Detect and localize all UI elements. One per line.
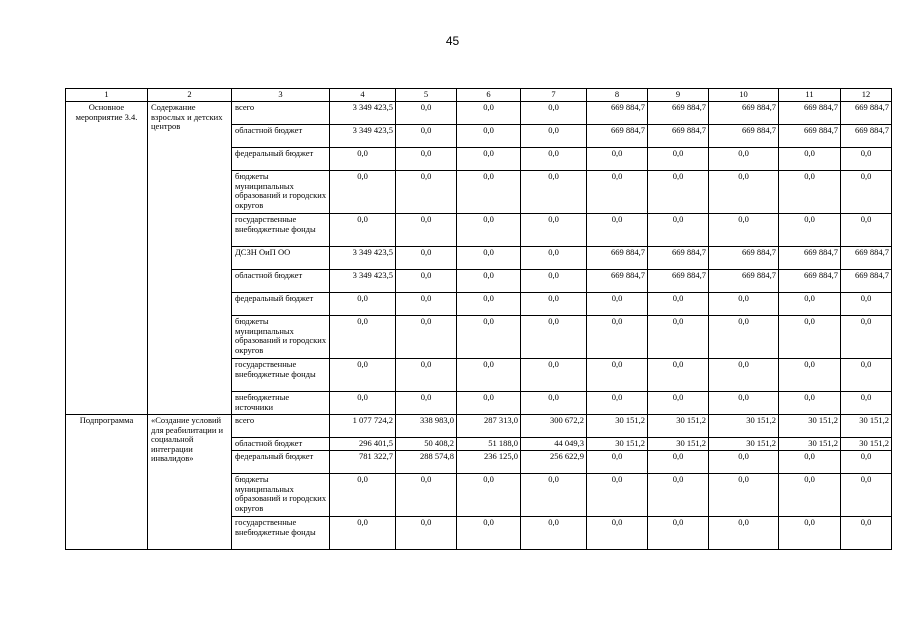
value-cell-col6: 0,0 [457,293,521,316]
value-cell-col7: 0,0 [521,293,587,316]
value-cell-col7: 0,0 [521,359,587,392]
value-cell-col10: 0,0 [709,451,779,474]
value-cell-col6: 0,0 [457,474,521,517]
value-cell-col10: 669 884,7 [709,270,779,293]
value-cell-col10: 0,0 [709,148,779,171]
program-name-cell: Подпрограмма [66,415,148,550]
value-cell-col10: 669 884,7 [709,102,779,125]
value-cell-col9: 0,0 [648,451,709,474]
value-cell-col10: 0,0 [709,474,779,517]
header-row [66,89,892,102]
value-cell-col9: 0,0 [648,214,709,247]
value-cell-col11: 0,0 [779,517,841,550]
value-cell-col8: 669 884,7 [587,247,648,270]
funding-source-cell: бюджеты муниципальных образований и городских округов [232,316,330,359]
value-cell-col10: 30 151,2 [709,438,779,451]
table-row [66,415,892,438]
value-cell-col8: 0,0 [587,451,648,474]
value-cell-col9: 30 151,2 [648,415,709,438]
value-cell-col11: 0,0 [779,359,841,392]
budget-table-container [65,88,891,572]
value-cell-col7: 0,0 [521,474,587,517]
value-cell-col6: 0,0 [457,359,521,392]
funding-source-cell: государственные внебюджетные фонды [232,214,330,247]
value-cell-col9: 0,0 [648,171,709,214]
page-number: 45 [445,34,460,48]
column-header-6: 6 [457,89,521,102]
value-cell-col6: 0,0 [457,247,521,270]
value-cell-col5: 0,0 [396,474,457,517]
value-cell-col12: 0,0 [841,293,892,316]
value-cell-col7: 0,0 [521,148,587,171]
value-cell-col4: 3 349 423,5 [330,102,396,125]
value-cell-col6: 236 125,0 [457,451,521,474]
value-cell-col11: 0,0 [779,214,841,247]
value-cell-col12: 0,0 [841,474,892,517]
value-cell-col5: 0,0 [396,102,457,125]
value-cell-col5: 0,0 [396,392,457,415]
value-cell-col9: 669 884,7 [648,270,709,293]
value-cell-col8: 0,0 [587,474,648,517]
value-cell-col9: 669 884,7 [648,125,709,148]
funding-source-cell: областной бюджет [232,125,330,148]
column-header-12: 12 [841,89,892,102]
value-cell-col6: 0,0 [457,148,521,171]
value-cell-col7: 0,0 [521,102,587,125]
value-cell-col9: 669 884,7 [648,102,709,125]
value-cell-col5: 0,0 [396,148,457,171]
value-cell-col8: 0,0 [587,148,648,171]
value-cell-col5: 0,0 [396,247,457,270]
value-cell-col10: 0,0 [709,359,779,392]
value-cell-col9: 0,0 [648,517,709,550]
value-cell-col9: 0,0 [648,474,709,517]
value-cell-col6: 0,0 [457,125,521,148]
value-cell-col6: 51 188,0 [457,438,521,451]
value-cell-col10: 0,0 [709,293,779,316]
value-cell-col11: 0,0 [779,171,841,214]
value-cell-col6: 0,0 [457,270,521,293]
value-cell-col11: 0,0 [779,451,841,474]
column-header-4: 4 [330,89,396,102]
value-cell-col4: 0,0 [330,148,396,171]
funding-source-cell: бюджеты муниципальных образований и городских округов [232,474,330,517]
value-cell-col7: 0,0 [521,392,587,415]
table-row [66,102,892,125]
value-cell-col7: 0,0 [521,316,587,359]
value-cell-col7: 0,0 [521,270,587,293]
value-cell-col10: 0,0 [709,316,779,359]
value-cell-col12: 0,0 [841,392,892,415]
value-cell-col12: 0,0 [841,148,892,171]
value-cell-col11: 0,0 [779,316,841,359]
value-cell-col9: 0,0 [648,148,709,171]
value-cell-col9: 30 151,2 [648,438,709,451]
value-cell-col4: 3 349 423,5 [330,125,396,148]
funding-source-cell: областной бюджет [232,270,330,293]
value-cell-col8: 30 151,2 [587,438,648,451]
value-cell-col4: 0,0 [330,171,396,214]
funding-source-cell: государственные внебюджетные фонды [232,517,330,550]
value-cell-col5: 0,0 [396,316,457,359]
value-cell-col4: 0,0 [330,293,396,316]
value-cell-col8: 0,0 [587,214,648,247]
funding-source-cell: ДСЗН ОиП ОО [232,247,330,270]
value-cell-col6: 0,0 [457,392,521,415]
value-cell-col12: 30 151,2 [841,415,892,438]
value-cell-col12: 0,0 [841,316,892,359]
funding-source-cell: бюджеты муниципальных образований и городских округов [232,171,330,214]
funding-source-cell: областной бюджет [232,438,330,451]
value-cell-col9: 0,0 [648,359,709,392]
value-cell-col4: 0,0 [330,359,396,392]
value-cell-col4: 0,0 [330,517,396,550]
value-cell-col10: 0,0 [709,214,779,247]
column-header-9: 9 [648,89,709,102]
funding-source-cell: федеральный бюджет [232,293,330,316]
value-cell-col8: 669 884,7 [587,270,648,293]
column-header-5: 5 [396,89,457,102]
value-cell-col10: 669 884,7 [709,247,779,270]
column-header-8: 8 [587,89,648,102]
value-cell-col11: 669 884,7 [779,102,841,125]
value-cell-col8: 0,0 [587,392,648,415]
column-header-2: 2 [148,89,232,102]
value-cell-col4: 781 322,7 [330,451,396,474]
value-cell-col4: 0,0 [330,214,396,247]
value-cell-col4: 0,0 [330,474,396,517]
value-cell-col7: 300 672,2 [521,415,587,438]
value-cell-col8: 0,0 [587,359,648,392]
value-cell-col12: 0,0 [841,359,892,392]
value-cell-col7: 0,0 [521,125,587,148]
value-cell-col9: 0,0 [648,316,709,359]
value-cell-col12: 0,0 [841,517,892,550]
value-cell-col11: 669 884,7 [779,247,841,270]
value-cell-col9: 0,0 [648,392,709,415]
value-cell-col8: 30 151,2 [587,415,648,438]
value-cell-col7: 0,0 [521,214,587,247]
value-cell-col7: 44 049,3 [521,438,587,451]
value-cell-col8: 0,0 [587,316,648,359]
value-cell-col5: 0,0 [396,517,457,550]
value-cell-col11: 0,0 [779,474,841,517]
value-cell-col7: 0,0 [521,517,587,550]
value-cell-col5: 0,0 [396,293,457,316]
value-cell-col11: 669 884,7 [779,125,841,148]
value-cell-col11: 0,0 [779,293,841,316]
value-cell-col4: 0,0 [330,392,396,415]
value-cell-col5: 0,0 [396,125,457,148]
funding-source-cell: государственные внебюджетные фонды [232,359,330,392]
value-cell-col4: 3 349 423,5 [330,270,396,293]
value-cell-col5: 0,0 [396,214,457,247]
column-header-7: 7 [521,89,587,102]
value-cell-col6: 0,0 [457,316,521,359]
value-cell-col10: 0,0 [709,517,779,550]
value-cell-col12: 669 884,7 [841,270,892,293]
value-cell-col12: 669 884,7 [841,247,892,270]
value-cell-col7: 0,0 [521,171,587,214]
value-cell-col12: 669 884,7 [841,102,892,125]
value-cell-col12: 669 884,7 [841,125,892,148]
value-cell-col6: 287 313,0 [457,415,521,438]
value-cell-col12: 0,0 [841,451,892,474]
value-cell-col6: 0,0 [457,171,521,214]
column-header-1: 1 [66,89,148,102]
value-cell-col11: 0,0 [779,392,841,415]
program-name-cell: Основное мероприятие 3.4. [66,102,148,415]
funding-source-cell: всего [232,102,330,125]
value-cell-col12: 0,0 [841,171,892,214]
value-cell-col8: 669 884,7 [587,102,648,125]
value-cell-col8: 0,0 [587,171,648,214]
value-cell-col7: 256 622,9 [521,451,587,474]
value-cell-col12: 30 151,2 [841,438,892,451]
value-cell-col11: 30 151,2 [779,415,841,438]
table-body [66,102,892,550]
value-cell-col6: 0,0 [457,102,521,125]
value-cell-col5: 288 574,8 [396,451,457,474]
value-cell-col7: 0,0 [521,247,587,270]
value-cell-col6: 0,0 [457,214,521,247]
value-cell-col12: 0,0 [841,214,892,247]
column-header-11: 11 [779,89,841,102]
value-cell-col11: 0,0 [779,148,841,171]
value-cell-col10: 0,0 [709,171,779,214]
funding-source-cell: федеральный бюджет [232,148,330,171]
value-cell-col5: 0,0 [396,359,457,392]
column-header-3: 3 [232,89,330,102]
value-cell-col4: 1 077 724,2 [330,415,396,438]
value-cell-col5: 338 983,0 [396,415,457,438]
value-cell-col4: 296 401,5 [330,438,396,451]
value-cell-col11: 30 151,2 [779,438,841,451]
value-cell-col10: 30 151,2 [709,415,779,438]
funding-source-cell: всего [232,415,330,438]
program-description-cell: Содержание взрослых и детских центров [148,102,232,415]
value-cell-col4: 3 349 423,5 [330,247,396,270]
value-cell-col8: 0,0 [587,293,648,316]
value-cell-col11: 669 884,7 [779,270,841,293]
value-cell-col10: 0,0 [709,392,779,415]
value-cell-col10: 669 884,7 [709,125,779,148]
value-cell-col6: 0,0 [457,517,521,550]
value-cell-col9: 669 884,7 [648,247,709,270]
value-cell-col5: 0,0 [396,270,457,293]
program-description-cell: «Создание условий для реабилитации и социальной интеграции инвалидов» [148,415,232,550]
value-cell-col5: 0,0 [396,171,457,214]
funding-source-cell: федеральный бюджет [232,451,330,474]
value-cell-col8: 0,0 [587,517,648,550]
value-cell-col4: 0,0 [330,316,396,359]
value-cell-col9: 0,0 [648,293,709,316]
value-cell-col8: 669 884,7 [587,125,648,148]
column-header-10: 10 [709,89,779,102]
budget-table [65,88,892,550]
value-cell-col5: 50 408,2 [396,438,457,451]
funding-source-cell: внебюджетные источники [232,392,330,415]
